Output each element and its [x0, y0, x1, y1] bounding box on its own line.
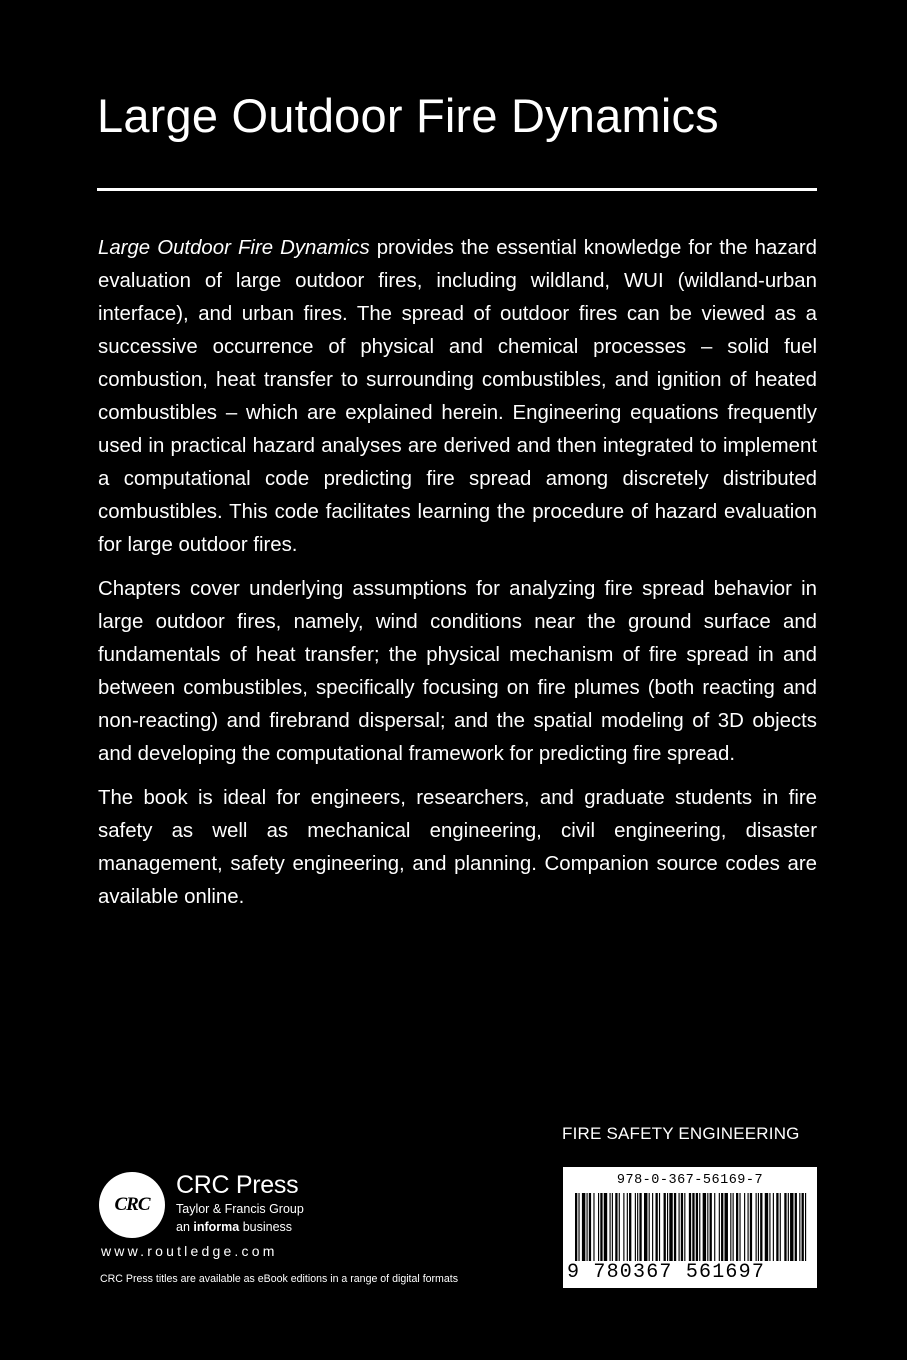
barcode-bar — [635, 1193, 636, 1261]
barcode-bar — [784, 1193, 786, 1261]
barcode-bar — [600, 1193, 602, 1261]
series-name: FIRE SAFETY ENGINEERING — [562, 1124, 800, 1143]
barcode-bar — [582, 1193, 585, 1261]
publisher-website: www.routledge.com — [101, 1243, 278, 1259]
barcode-bar — [692, 1193, 694, 1261]
informa-word: informa — [193, 1220, 240, 1234]
title-divider — [97, 188, 817, 191]
barcode-bar — [699, 1193, 700, 1261]
crc-logo-text: CRC — [114, 1194, 150, 1215]
barcode-bar — [703, 1193, 706, 1261]
blurb-paragraph-3: The book is ideal for engineers, researchers, and graduate students in fire safety as well as mechanical engineering, civil engineering, disaster management, safety engineering, and planning. Companion source codes are available online. — [98, 787, 817, 908]
barcode-bar — [587, 1193, 588, 1261]
barcode-bars — [575, 1193, 809, 1261]
barcode-bar — [769, 1193, 770, 1261]
ebook-note: CRC Press titles are available as eBook editions in a range of digital formats — [100, 1273, 459, 1285]
barcode-bar — [790, 1193, 793, 1261]
barcode-bar — [689, 1193, 691, 1261]
barcode-bar — [578, 1193, 579, 1261]
barcode-bar — [593, 1193, 594, 1261]
barcode-bar — [756, 1193, 757, 1261]
barcode-bar — [758, 1193, 759, 1261]
barcode-bar — [681, 1193, 683, 1261]
barcode-bar — [799, 1193, 800, 1261]
publisher-name: CRC Press — [176, 1171, 299, 1199]
isbn-barcode — [563, 1167, 817, 1288]
barcode-bar — [739, 1193, 740, 1261]
barcode-bar — [669, 1193, 672, 1261]
barcode-bar — [644, 1193, 647, 1261]
barcode-bar — [615, 1193, 617, 1261]
barcode-bar — [719, 1193, 720, 1261]
barcode-bar — [652, 1193, 653, 1261]
back-cover-blurb — [98, 232, 817, 925]
barcode-bar — [725, 1193, 728, 1261]
barcode-bar — [748, 1193, 749, 1261]
barcode-bar — [776, 1193, 778, 1261]
barcode-bar — [639, 1193, 641, 1261]
barcode-bar — [733, 1193, 734, 1261]
isbn-hyphenated: 978-0-367-56169-7 — [616, 1173, 764, 1188]
barcode-bar — [744, 1193, 745, 1261]
barcode-bar — [750, 1193, 752, 1261]
crc-logo — [99, 1172, 165, 1238]
publisher-block — [176, 1170, 304, 1236]
barcode-bar — [637, 1193, 638, 1261]
barcode-bar — [736, 1193, 738, 1261]
blurb-paragraph-1 — [98, 232, 817, 562]
barcode-bar — [629, 1193, 631, 1261]
barcode-bar — [795, 1193, 797, 1261]
barcode-bar — [659, 1193, 660, 1261]
barcode-bar — [598, 1193, 599, 1261]
barcode-bar — [656, 1193, 658, 1261]
barcode-bar — [627, 1193, 628, 1261]
barcode-bar — [765, 1193, 768, 1261]
barcode-bar — [610, 1193, 611, 1261]
barcode-bar — [773, 1193, 774, 1261]
barcode-bar — [684, 1193, 685, 1261]
barcode-bar — [674, 1193, 676, 1261]
barcode-bar — [714, 1193, 715, 1261]
barcode-bar — [710, 1193, 712, 1261]
barcode-bar — [589, 1193, 591, 1261]
barcode-bar — [730, 1193, 731, 1261]
barcode-bar — [802, 1193, 804, 1261]
barcode-bar — [805, 1193, 806, 1261]
barcode-bar — [780, 1193, 781, 1261]
barcode-bar — [612, 1193, 613, 1261]
barcode-bar — [619, 1193, 620, 1261]
barcode-bar — [788, 1193, 789, 1261]
barcode-bar — [667, 1193, 668, 1261]
barcode-bar — [707, 1193, 708, 1261]
blurb-paragraph-2: Chapters cover underlying assumptions for analyzing fire spread behavior in large outdoor fires, namely, wind conditions near the ground surface and fundamentals of heat transfer; the physical mechanism of fire spread in and between combustibles, specifically focusing on fire plumes (both reacting and non-reacting) and firebrand dispersal; and the spatial modeling of 3D objects and developing the computational framework for predicting fire spread. — [98, 578, 817, 765]
barcode-bar — [721, 1193, 723, 1261]
barcode-bar — [623, 1193, 624, 1261]
barcode-bar — [760, 1193, 762, 1261]
isbn-ean-digits: 9 780367 561697 — [567, 1261, 766, 1284]
barcode-bar — [575, 1193, 577, 1261]
barcode-bar — [664, 1193, 666, 1261]
barcode-bar — [679, 1193, 680, 1261]
informa-prefix: an — [176, 1220, 194, 1234]
blurb-paragraph-1-text: provides the essential knowledge for the hazard evaluation of large outdoor fires, including wildland, WUI (wildland-urban interface), and urban fires. The spread of outdoor fires can be viewed as a successive occurrence of physical and chemical processes – solid fuel combustion, heat transfer to surrounding combustibles, and ignition of heated combustibles – which are explained herein. Engineering equations frequently used in practical hazard analyses are derived and then integrated to implement a computational code predicting fire spread among discretely distributed combustibles. This code facilitates learning the procedure of hazard evaluation for large outdoor fires. — [98, 237, 817, 556]
barcode-bar — [604, 1193, 607, 1261]
blurb-title-italic: Large Outdoor Fire Dynamics — [98, 237, 370, 259]
publisher-informa-line — [176, 1218, 304, 1236]
barcode-bar — [649, 1193, 650, 1261]
book-title: Large Outdoor Fire Dynamics — [97, 89, 719, 142]
publisher-group: Taylor & Francis Group — [176, 1202, 304, 1216]
barcode-bar — [696, 1193, 698, 1261]
informa-suffix: business — [239, 1220, 293, 1234]
